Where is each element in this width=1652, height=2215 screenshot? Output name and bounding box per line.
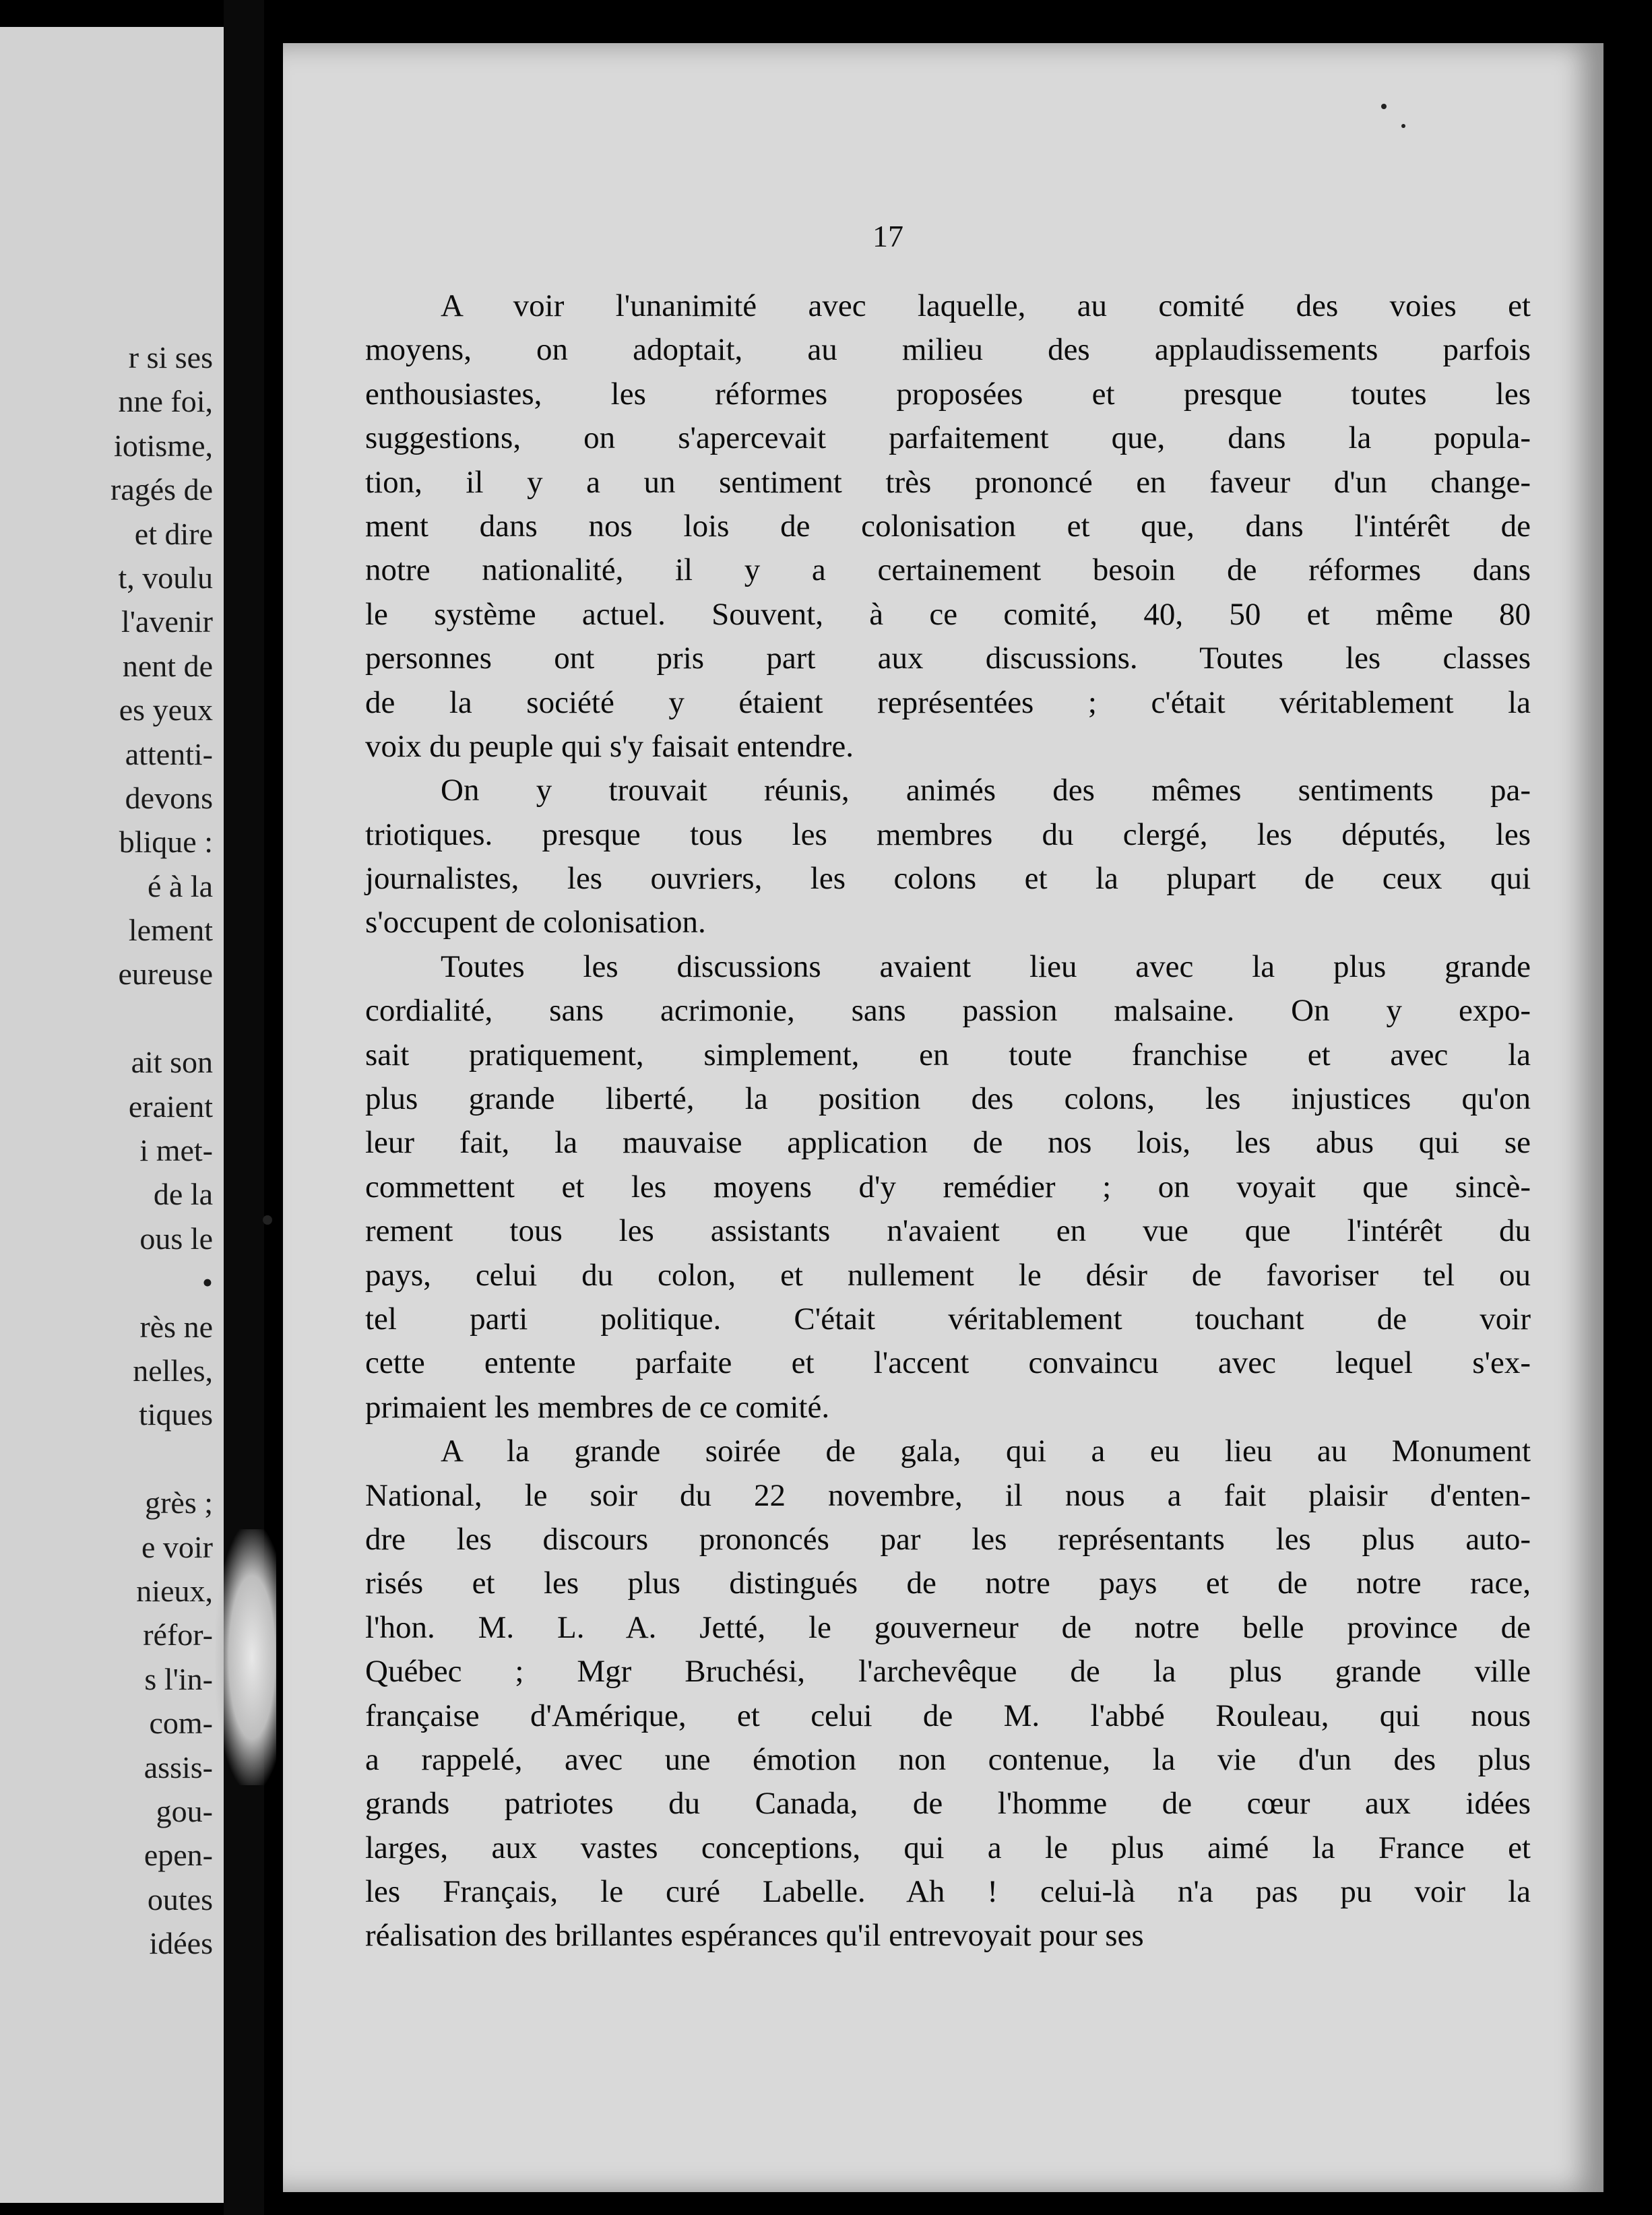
text-line: réalisation des brillantes espérances qu'il entrevoyait pour ses — [365, 1918, 1144, 1954]
left-page-fragment-line: ous le — [139, 1221, 213, 1256]
left-page-text-fragments — [0, 335, 213, 1965]
left-page-fragment-line: t, voulu — [118, 560, 213, 595]
left-page-fragment-line: é à la — [147, 868, 213, 903]
left-page-fragment-line: • — [201, 1265, 213, 1300]
text-line: pays, celui du colon, et nullement le désir de favoriser tel ou — [365, 1257, 1531, 1293]
page-body-text — [365, 284, 1531, 1958]
left-page-fragment-line: eureuse — [118, 957, 213, 992]
text-line: A voir l'unanimité avec laquelle, au comité des voies et — [441, 288, 1531, 323]
left-page-fragment-line: assis- — [144, 1749, 213, 1785]
text-line: risés et les plus distingués de notre pays et de notre race, — [365, 1566, 1531, 1601]
left-page-fragment-line: nelles, — [133, 1353, 213, 1388]
text-line: s'occupent de colonisation. — [365, 905, 706, 940]
left-page-fragment-line: eraient — [128, 1089, 213, 1124]
left-page-fragment-line: l'avenir — [121, 604, 213, 639]
text-line: cordialité, sans acrimonie, sans passion malsaine. On y expo- — [365, 993, 1531, 1029]
left-page-fragment-line — [0, 996, 213, 1040]
left-page-fragment-line: lement — [128, 913, 213, 948]
left-page-fragment-line: ait son — [131, 1045, 213, 1080]
page-number: 17 — [872, 219, 903, 253]
text-line: ment dans nos lois de colonisation et que, dans l'intérêt de — [365, 508, 1531, 544]
print-speck — [263, 1215, 272, 1225]
left-page-fragment-line: nent de — [122, 648, 213, 683]
left-page-fragment-line: grès ; — [145, 1485, 213, 1520]
left-page-fragment-line: e voir — [141, 1529, 213, 1564]
print-speck — [1401, 124, 1405, 128]
left-page-fragment-line: idées — [149, 1926, 213, 1961]
text-line: larges, aux vastes conceptions, qui a le plus aimé la France et — [365, 1830, 1531, 1865]
left-page-fragment-line: r si ses — [128, 340, 213, 375]
text-line: dre les discours prononcés par les représentants les plus auto- — [365, 1521, 1531, 1557]
text-line: triotiques. presque tous les membres du clergé, les députés, les — [365, 816, 1531, 852]
left-page-fragment-line: blique : — [119, 825, 213, 860]
left-page-fragment-line: et dire — [134, 516, 213, 551]
text-line: grands patriotes du Canada, de l'homme de cœur aux idées — [365, 1786, 1531, 1822]
left-page-fragment-line: iotisme, — [114, 428, 213, 463]
left-page-fragment-line: réfor- — [143, 1617, 213, 1652]
text-line: primaient les membres de ce comité. — [365, 1389, 830, 1425]
text-line: enthousiastes, les réformes proposées et presque toutes les — [365, 376, 1531, 412]
text-line: sait pratiquement, simplement, en toute franchise et avec la — [365, 1037, 1531, 1072]
spine-tear-mark — [216, 1529, 276, 1785]
left-page-fragment-line: es yeux — [119, 693, 213, 728]
text-line: journalistes, les ouvriers, les colons et la plupart de ceux qui — [365, 861, 1531, 897]
text-line: française d'Amérique, et celui de M. l'abbé Rouleau, qui nous — [365, 1698, 1531, 1733]
text-line: National, le soir du 22 novembre, il nous a fait plaisir d'enten- — [365, 1477, 1531, 1513]
left-page-fragment-line — [0, 1437, 213, 1481]
left-facing-page — [0, 27, 224, 2203]
left-page-fragment-line: nieux, — [136, 1573, 213, 1608]
left-page-fragment-line: tiques — [139, 1397, 213, 1432]
text-line: les Français, le curé Labelle. Ah ! celui-là n'a pas pu voir la — [365, 1874, 1531, 1910]
left-page-fragment-line: gou- — [156, 1793, 213, 1828]
left-page-fragment-line: devons — [125, 780, 213, 815]
text-line: voix du peuple qui s'y faisait entendre. — [365, 728, 854, 764]
left-page-fragment-line: outes — [147, 1882, 213, 1917]
text-line: personnes ont pris part aux discussions. Toutes les classes — [365, 641, 1531, 676]
text-line: le système actuel. Souvent, à ce comité, 40, 50 et même 80 — [365, 596, 1531, 632]
left-page-fragment-line: rès ne — [139, 1309, 213, 1344]
left-page-fragment-line: com- — [149, 1706, 213, 1741]
left-page-fragment-line: s l'in- — [144, 1661, 213, 1696]
text-line: tel parti politique. C'était véritablement touchant de voir — [365, 1301, 1531, 1337]
text-line: commettent et les moyens d'y remédier ; on voyait que sincè- — [365, 1169, 1531, 1205]
text-line: notre nationalité, il y a certainement besoin de réformes dans — [365, 552, 1531, 588]
left-page-fragment-line: attenti- — [125, 736, 213, 771]
text-line: plus grande liberté, la position des colons, les injustices qu'on — [365, 1081, 1531, 1117]
left-page-fragment-line: i met- — [139, 1133, 213, 1168]
print-speck — [1381, 104, 1387, 109]
text-line: Québec ; Mgr Bruchési, l'archevêque de la plus grande ville — [365, 1654, 1531, 1690]
book-spine — [224, 0, 264, 2215]
left-page-fragment-line: epen- — [144, 1838, 213, 1873]
text-line: a rappelé, avec une émotion non contenue, la vie d'un des plus — [365, 1741, 1531, 1777]
text-line: On y trouvait réunis, animés des mêmes sentiments pa- — [441, 773, 1531, 808]
left-page-fragment-line: ragés de — [110, 472, 213, 507]
left-page-fragment-line: de la — [153, 1177, 213, 1212]
text-line: tion, il y a un sentiment très prononcé en faveur d'un change- — [365, 464, 1531, 500]
text-line: moyens, on adoptait, au milieu des applaudissements parfois — [365, 332, 1531, 368]
text-line: suggestions, on s'apercevait parfaitement que, dans la popula- — [365, 420, 1531, 456]
main-page — [283, 43, 1603, 2192]
left-page-fragment-line: nne foi, — [118, 384, 213, 419]
text-line: leur fait, la mauvaise application de nos lois, les abus qui se — [365, 1125, 1531, 1161]
text-line: l'hon. M. L. A. Jetté, le gouverneur de notre belle province de — [365, 1609, 1531, 1645]
text-line: Toutes les discussions avaient lieu avec la plus grande — [441, 949, 1531, 984]
text-line: rement tous les assistants n'avaient en vue que l'intérêt du — [365, 1213, 1531, 1249]
text-line: A la grande soirée de gala, qui a eu lieu au Monument — [441, 1434, 1531, 1469]
text-line: de la société y étaient représentées ; c'était véritablement la — [365, 684, 1531, 720]
text-line: cette entente parfaite et l'accent convaincu avec lequel s'ex- — [365, 1345, 1531, 1381]
